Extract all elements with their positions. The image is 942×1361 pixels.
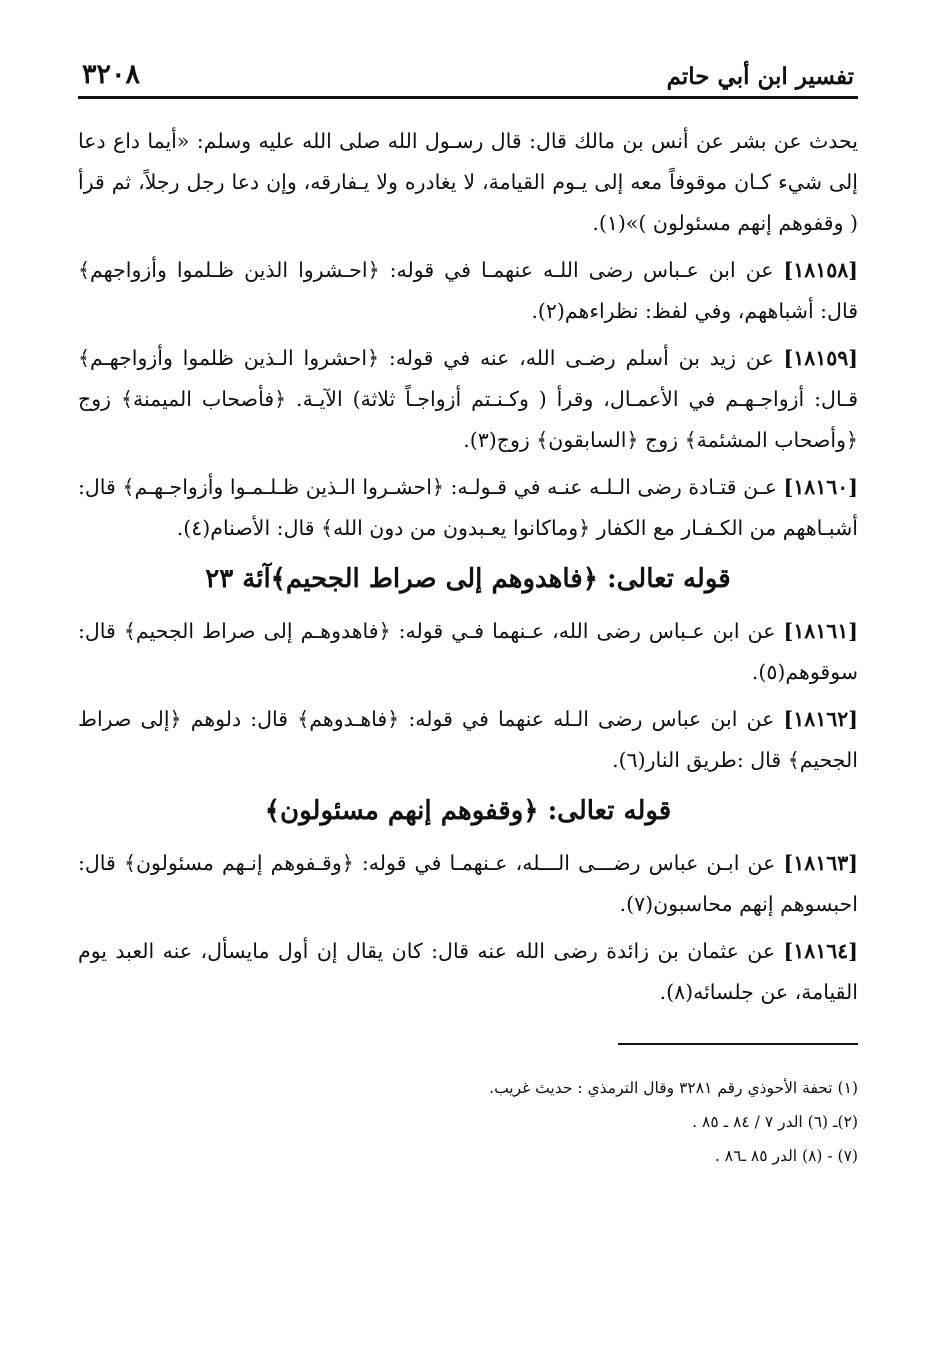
paragraph-text: عن ابن عـباس رضى اللـه عنهمـا في قوله: ﴿احـشروا الذين ظـلموا وأزواجهم﴾ قال: أشباههم، وفي لفظ: نظراءهم(٢). <box>78 258 858 323</box>
section-heading: قوله تعالى: ﴿وقفوهم إنهم مسئولون﴾ <box>264 796 672 826</box>
paragraph-text: عـن قتـادة رضى الـلـه عنـه في قـولـه: ﴿احشـروا الـذين ظـلـمـوا وأزواجـهـم﴾ قال: أشبـاههم من الكـفـار مع الكفار ﴿وماكانوا يعـبدون من دون الله﴾ قال: الأصنام(٤). <box>78 475 858 540</box>
footnote: (٧) - (٨) الدر ٨٥ ـ٨٦ . <box>714 1147 858 1165</box>
narration-number: [١٨١٦١] <box>783 619 858 643</box>
paragraph-text: عن ابن عباس رضى الـله عنهما في قوله: ﴿فاهـدوهم﴾ قال: دلوهم ﴿إلى صراط الجحيم﴾ قال :طريق النار(٦). <box>78 707 858 772</box>
paragraph <box>78 467 858 549</box>
narration-number: [١٨١٦٤] <box>783 939 858 963</box>
narration-number: [١٨١٥٨] <box>783 258 858 282</box>
footnote-separator <box>618 1043 858 1045</box>
paragraph <box>78 338 858 461</box>
paragraph-text: عن ابـن عباس رضـــى الـــله، عـنهمـا في قوله: ﴿وقـفوهم إنـهم مسئولون﴾ قال: احبسوهم إنهم محاسبون(٧). <box>78 851 858 916</box>
page-number: ٣٢٠٨ <box>82 59 141 90</box>
footnote: (٢)ـ (٦) الدر ٧ / ٨٤ ـ ٨٥ . <box>692 1113 858 1131</box>
paragraph <box>78 699 858 781</box>
paragraph-text: عن عثمان بن زائدة رضى الله عنه قال: كان يقال إن أول مايسأل، عنه العبد يوم القيامة، عن جلسائه(٨). <box>78 939 858 1004</box>
running-header <box>78 40 858 99</box>
paragraph-text: عن ابن عـباس رضى الله، عـنهما فـي قوله: ﴿فاهدوهـم إلى صراط الجحيم﴾ قال: سوقوهم(٥). <box>78 619 858 684</box>
section-heading: قوله تعالى: ﴿فاهدوهم إلى صراط الجحيم﴾آئة ٢٣ <box>205 564 731 594</box>
paragraph <box>78 611 858 693</box>
paragraph <box>78 931 858 1013</box>
paragraph <box>78 121 858 244</box>
narration-number: [١٨١٦٢] <box>783 707 858 731</box>
narration-number: [١٨١٥٩] <box>783 346 858 370</box>
paragraph <box>78 250 858 332</box>
paragraph-text: يحدث عن بشر عن أنس بن مالك قال: قال رسـول الله صلى الله عليه وسلم: «أيما داع دعا إلى شيء كـان موقوفاً معه إلى يـوم القيامة، لا يغادره ولا يـفارقه، وإن دعا رجل رجلاً، ثم قرأ ( وقفوهم إنهم مسئولون )»(١). <box>78 129 858 235</box>
page-body <box>78 121 858 1173</box>
book-title: تفسير ابن أبي حاتم <box>666 63 854 90</box>
paragraph-text: عن زيد بن أسلم رضـى الله، عنه في قوله: ﴿احشروا الـذين ظلموا وأزواجهـم﴾ قـال: أزواجـهـم في الأعمـال، وقرأ ( وكـنـتم أزواجـاً ثلاثة) الآيـة. ﴿فأصحاب الميمنة﴾ زوج ﴿وأصحاب المشئمة﴾ زوج ﴿السابقون﴾ زوج(٣). <box>78 346 858 452</box>
paragraph <box>78 843 858 925</box>
footnote: (١) تحفة الأحوذي رقم ٣٢٨١ وقال الترمذي : حديث غريب. <box>489 1079 858 1097</box>
narration-number: [١٨١٦٠] <box>783 475 858 499</box>
narration-number: [١٨١٦٣] <box>783 851 858 875</box>
document-page <box>78 40 858 1173</box>
